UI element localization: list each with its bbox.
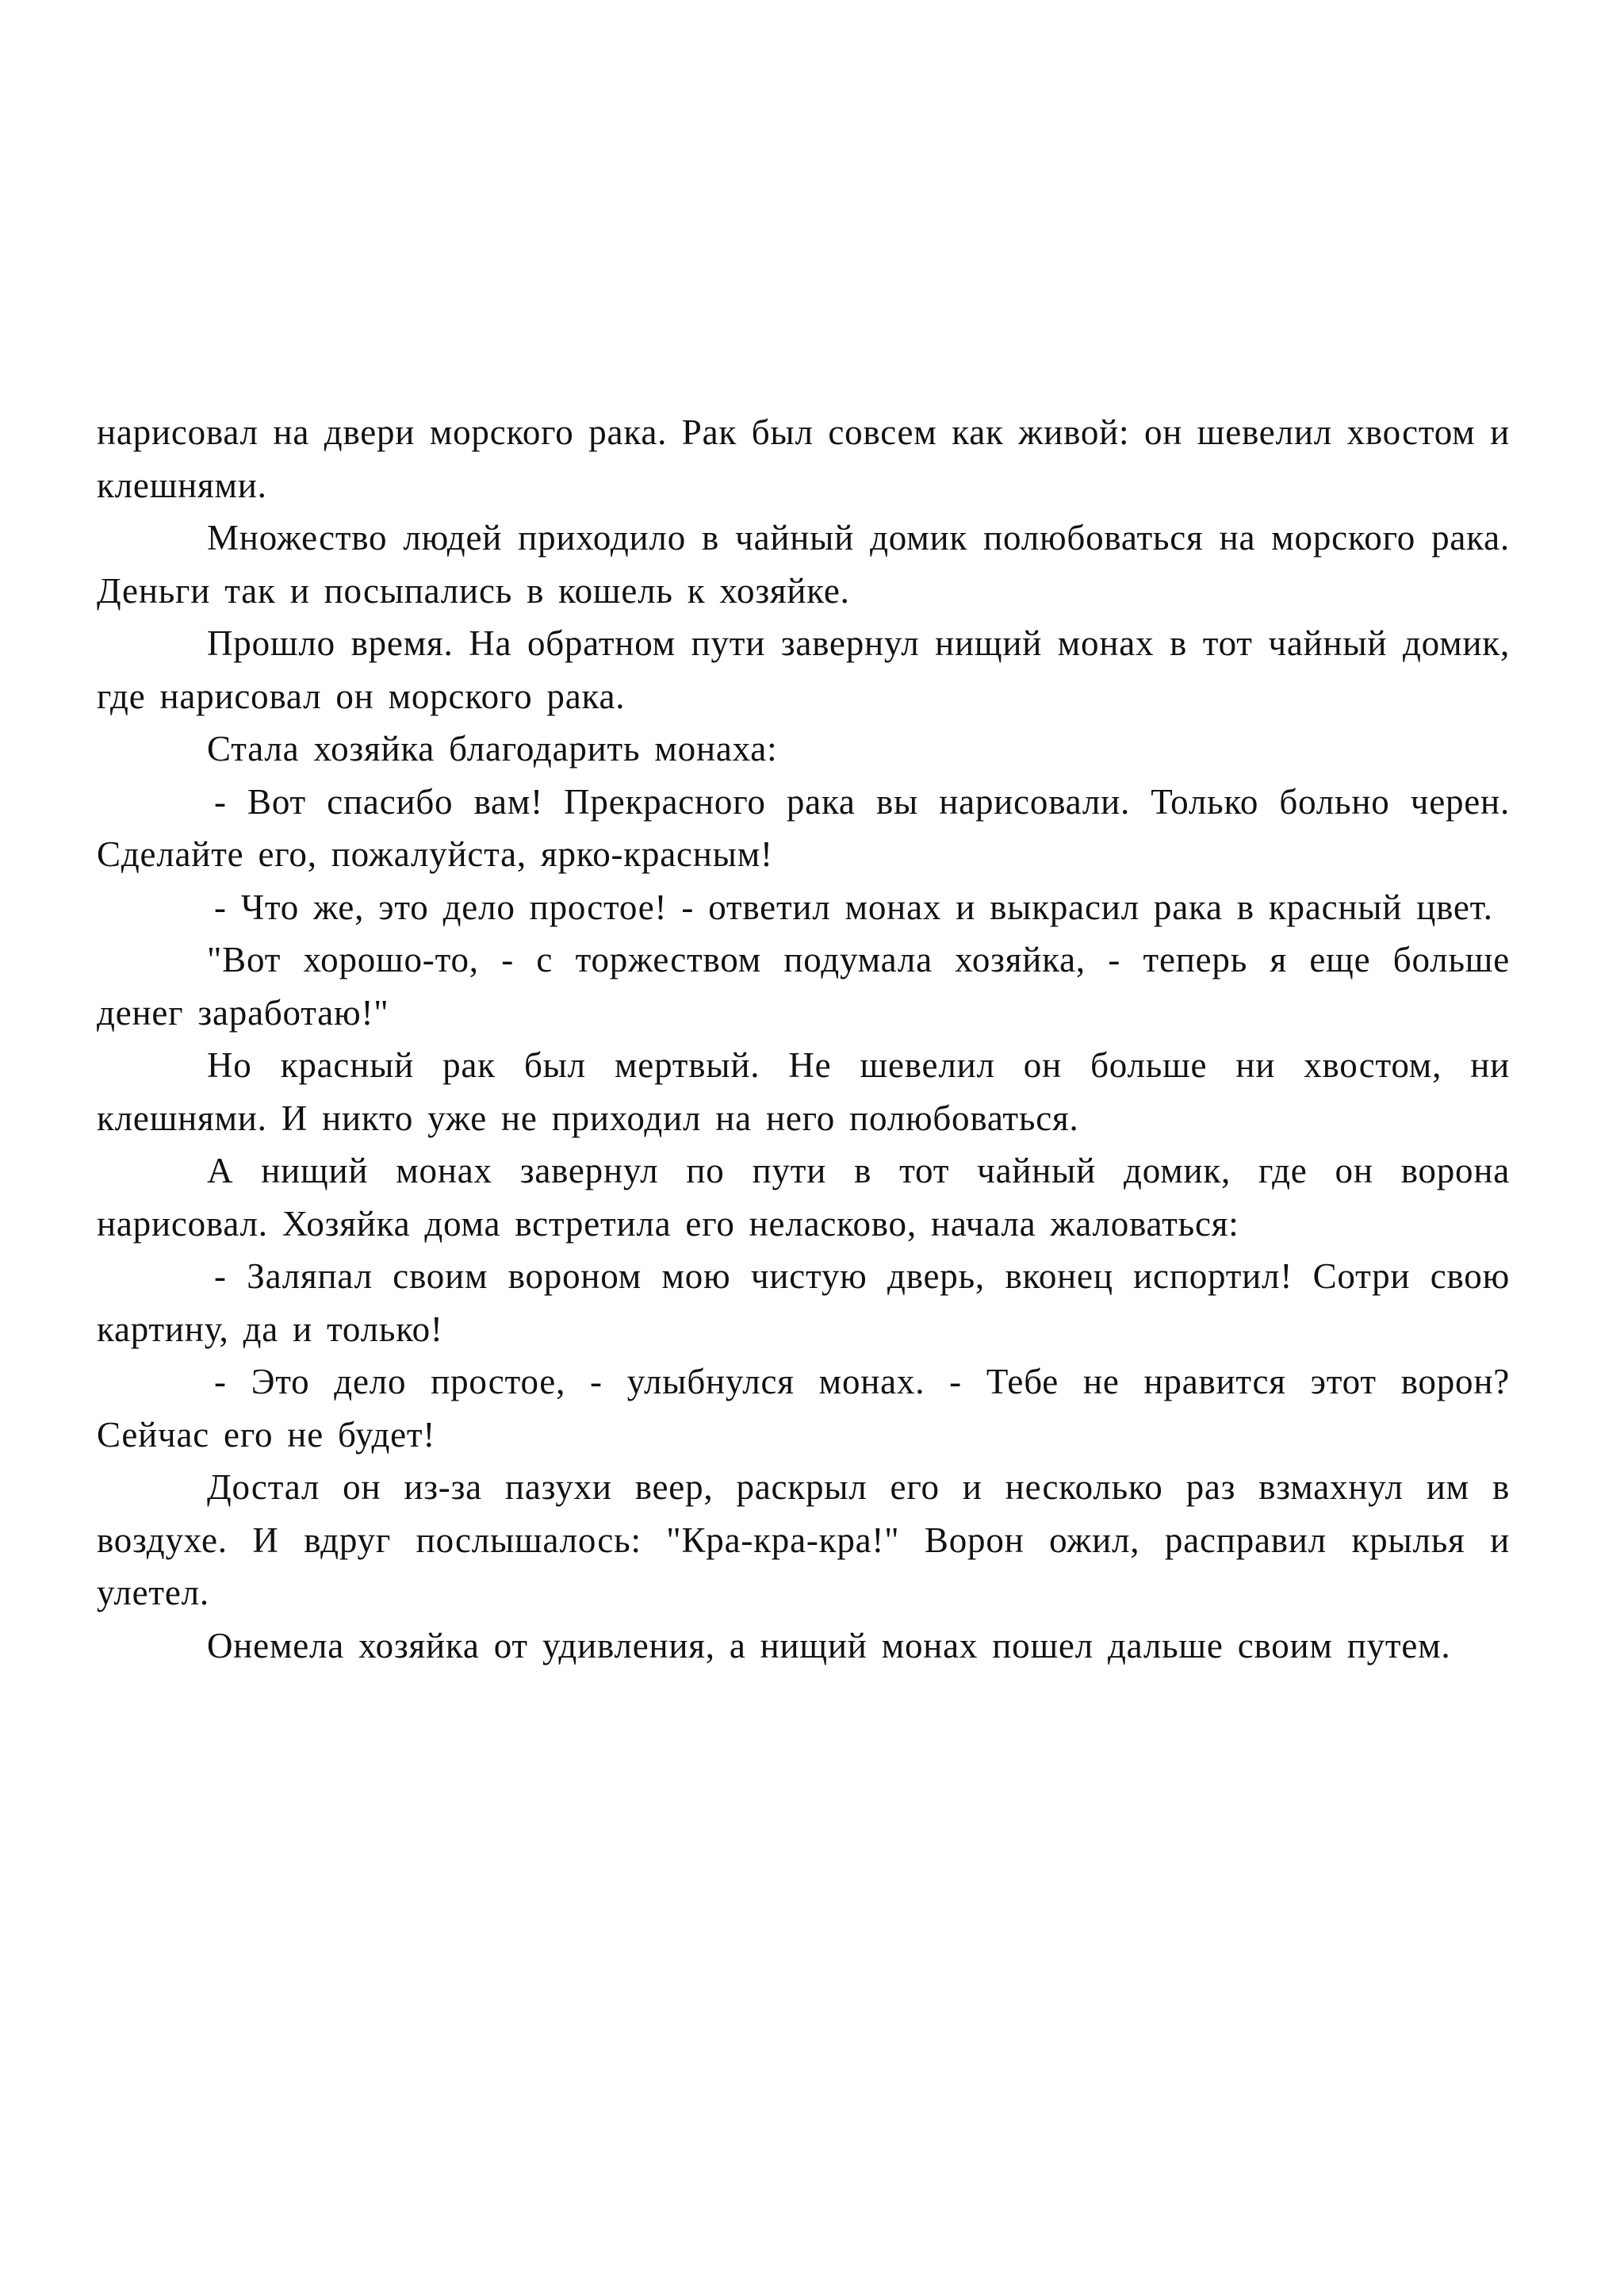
paragraph-3: Прошло время. На обратном пути завернул нищий монах в тот чайный домик, где нарисовал он морского рака. — [97, 623, 1510, 716]
paragraph-4: Стала хозяйка благодарить монаха: — [207, 729, 778, 769]
dialog-line-3: - Заляпал своим вороном мою чистую дверь, вконец испортил! Сотри свою картину, да и только! — [97, 1256, 1510, 1349]
dialog-line-2: - Что же, это дело простое! - ответил монах и выкрасил рака в красный цвет. — [214, 887, 1493, 927]
paragraph-5: "Вот хорошо-то, - с торжеством подумала хозяйка, - теперь я еще больше денег заработаю!" — [97, 940, 1510, 1033]
paragraph-7: А нищий монах завернул по пути в тот чайный домик, где он ворона нарисовал. Хозяйка дома встретила его неласково, начала жаловаться: — [97, 1151, 1510, 1244]
dialog-line-4: - Это дело простое, - улыбнулся монах. - Тебе не нравится этот ворон? Сейчас его не будет! — [97, 1362, 1510, 1455]
paragraph-8: Достал он из-за пазухи веер, раскрыл его и несколько раз взмахнул им в воздухе. И вдруг послышалось: "Кра-кра-кра!" Ворон ожил, расправил крылья и улетел. — [97, 1467, 1510, 1612]
paragraph-2: Множество людей приходило в чайный домик полюбоваться на морского рака. Деньги так и посыпались в кошель к хозяйке. — [97, 518, 1510, 611]
paragraph-1: нарисовал на двери морского рака. Рак был совсем как живой: он шевелил хвостом и клешнями. — [97, 412, 1510, 505]
paragraph-9: Онемела хозяйка от удивления, а нищий монах пошел дальше своим путем. — [207, 1625, 1451, 1665]
page-text — [97, 406, 1510, 1672]
dialog-line-1: - Вот спасибо вам! Прекрасного рака вы нарисовали. Только больно черен. Сделайте его, пожалуйста, ярко-красным! — [97, 781, 1510, 874]
paragraph-6: Но красный рак был мертвый. Не шевелил он больше ни хвостом, ни клешнями. И никто уже не приходил на него полюбоваться. — [97, 1045, 1510, 1138]
